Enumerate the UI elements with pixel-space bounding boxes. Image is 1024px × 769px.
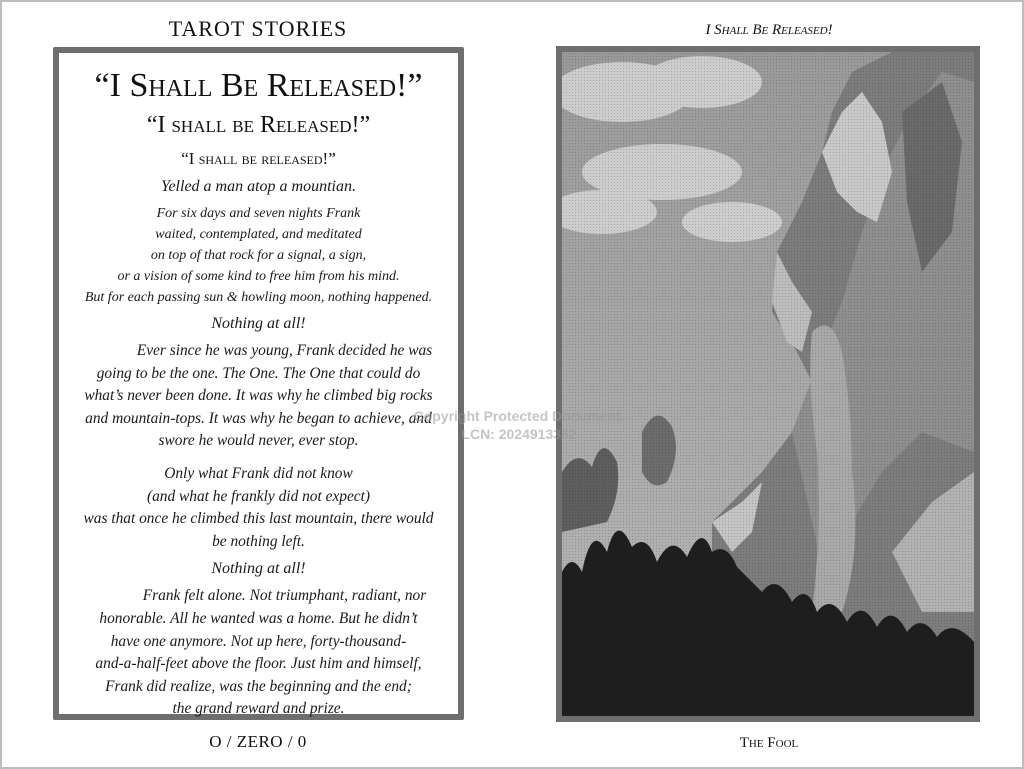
- stanza-line: For six days and seven nights Frank: [156, 206, 361, 221]
- paragraph-line: honorable. All he wanted was a home. But he didn’t: [99, 609, 418, 627]
- paragraph-3: [91, 585, 426, 721]
- paragraph-line: Frank did realize, was the beginning and the end;: [105, 677, 412, 695]
- story-title-medium: “I shall be Released!”: [146, 112, 371, 138]
- paragraph-line: going to be the one. The One. The One that could do: [96, 364, 421, 382]
- opening-stanza: [85, 203, 432, 308]
- paragraph-line: Ever since he was young, Frank decided he was: [136, 342, 433, 359]
- stanza-line: But for each passing sun & howling moon, nothing happened.: [84, 290, 433, 305]
- paragraph-line: what’s never been done. It was why he climbed big rocks: [84, 387, 433, 405]
- stanza-line: waited, contemplated, and meditated: [155, 227, 362, 242]
- story-title-small: “I shall be released!”: [181, 149, 336, 168]
- running-foot-left: O / ZERO / 0: [209, 732, 307, 751]
- watermark-line: Copyright Protected Document.: [413, 408, 625, 424]
- paragraph-line: and-a-half-feet above the floor. Just him and himself,: [95, 655, 422, 673]
- nothing-at-all-2: Nothing at all!: [211, 560, 306, 578]
- paragraph-line: be nothing left.: [212, 532, 305, 550]
- paragraph-line: have one anymore. Not up here, forty-thousand-: [110, 632, 407, 650]
- running-head-right: I Shall Be Released!: [705, 22, 833, 38]
- paragraph-line: Frank felt alone. Not triumphant, radiant, nor: [142, 587, 427, 605]
- watermark-line: LCN: 2024913362: [461, 426, 577, 442]
- stanza-line: on top of that rock for a signal, a sign,: [150, 248, 367, 263]
- mountain-illustration: [562, 52, 974, 716]
- paragraph-line: the grand reward and prize.: [172, 700, 345, 718]
- story-text-frame: [53, 47, 464, 720]
- paragraph-2: [84, 463, 434, 553]
- paragraph-1: [84, 340, 432, 453]
- paragraph-line: and mountain-tops. It was why he began to achieve, and: [85, 409, 432, 427]
- stanza-line: or a vision of some kind to free him from his mind.: [117, 269, 400, 284]
- yelled-line: Yelled a man atop a mountian.: [161, 178, 356, 195]
- story-title-large: “I Shall Be Released!”: [94, 67, 423, 104]
- nothing-at-all-1: Nothing at all!: [211, 315, 306, 332]
- paragraph-line: swore he would never, ever stop.: [158, 432, 359, 450]
- paragraph-line: was that once he climbed this last mountain, there would: [83, 510, 434, 528]
- paragraph-line: Only what Frank did not know: [164, 464, 353, 482]
- illustration-frame: [556, 46, 980, 722]
- running-head-left: TAROT STORIES: [168, 16, 348, 41]
- running-foot-right: The Fool: [739, 735, 799, 751]
- paragraph-line: (and what he frankly did not expect): [146, 487, 371, 505]
